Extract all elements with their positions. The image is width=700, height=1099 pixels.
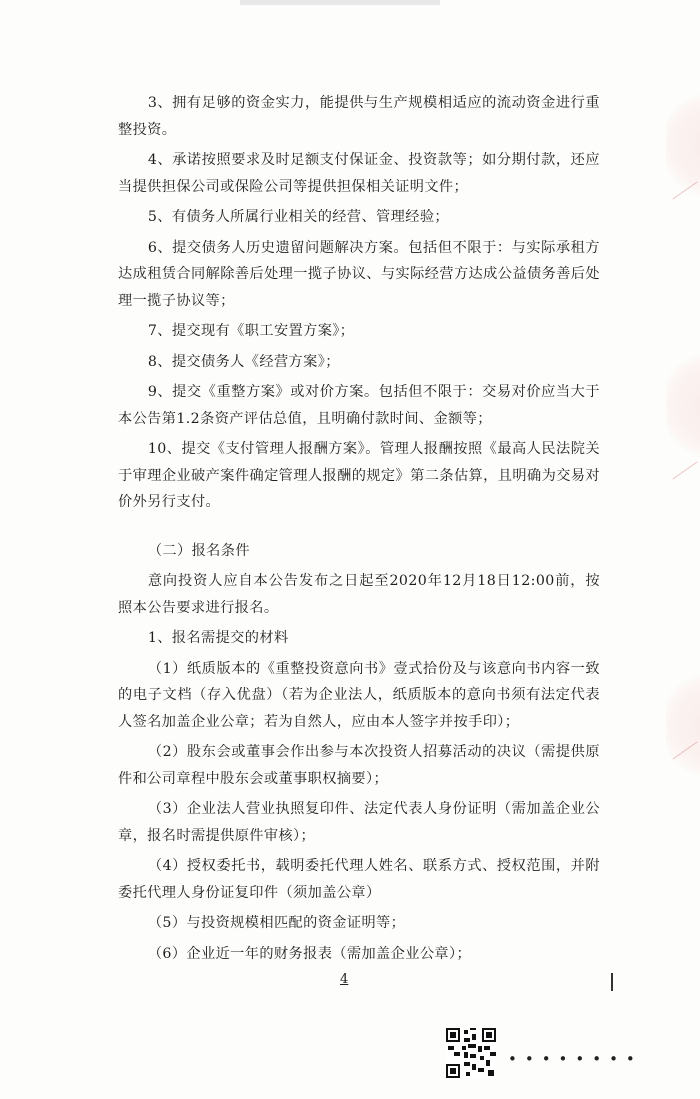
qr-code-graphic [446,1028,496,1078]
material-item-5: （5）与投资规模相匹配的资金证明等； [147,915,406,931]
material-item-2: （2）股东会或董事会作出参与本次投资人招募活动的决议（需提供原件和公司章程中股东会或董事职权摘要）； [118,744,600,787]
paragraph-item-8: 8、提交债务人《经营方案》； [147,353,340,370]
document-body [118,90,600,967]
section-heading: （二）报名条件 [147,542,250,559]
seal-fragment-middle [666,350,700,460]
paragraph-item-10: 10、提交《支付管理人报酬方案》。管理人报酬按照《最高人民法院关于审理企业破产案件确定管理人报酬的规定》第二条估算，且明确为交易对价外另行支付。 [118,441,600,510]
registration-deadline-paragraph: 意向投资人应自本公告发布之日起至2020年12月18日12:00前，按照本公告要求进行报名。 [118,573,600,616]
seal-stroke [672,461,697,479]
materials-heading: 1、报名需提交的材料 [147,630,289,646]
material-item-4: （4）授权委托书，载明委托代理人姓名、联系方式、授权范围，并附委托代理人身份证复印件（须加盖公章） [118,858,600,901]
paragraph-item-7: 7、提交现有《职工安置方案》； [147,323,355,339]
paragraph-item-4: 4、承诺按照要求及时足额支付保证金、投资款等；如分期付款，还应当提供担保公司或保险公司等提供担保相关证明文件； [118,152,600,195]
dotted-leader: •••••••• [508,1050,643,1068]
paragraph-item-9: 9、提交《重整方案》或对价方案。包括但不限于：交易对价应当大于本公告第1.2条资产评估总值，且明确付款时间、金额等； [118,384,600,427]
scan-top-mark [240,0,440,5]
paragraph-item-6: 6、提交债务人历史遗留问题解决方案。包括但不限于：与实际承租方达成租赁合同解除善后处理一揽子协议、与实际经营方达成公益债务善后处理一揽子协议等； [118,239,600,309]
material-item-1: （1）纸质版本的《重整投资意向书》壹式拾份及与该意向书内容一致的电子文档（存入优盘）（若为企业法人，纸质版本的意向书须有法定代表人签名加盖企业公章；若为自然人，应由本人签字并按手印）； [118,660,600,730]
paragraph-item-5: 5、有债务人所属行业相关的经营、管理经验； [147,209,449,225]
material-item-3: （3）企业法人营业执照复印件、法定代表人身份证明（需加盖企业公章，报名时需提供原件审核）； [118,801,600,844]
qr-code-icon [446,1028,496,1078]
seal-fragment-bottom [666,670,700,780]
paragraph-item-3: 3、拥有足够的资金实力，能提供与生产规模相适应的流动资金进行重整投资。 [118,95,600,138]
material-item-6: （6）企业近一年的财务报表（需加盖企业公章）； [147,945,472,962]
margin-mark [611,973,613,991]
page-number: 4 [340,972,349,987]
